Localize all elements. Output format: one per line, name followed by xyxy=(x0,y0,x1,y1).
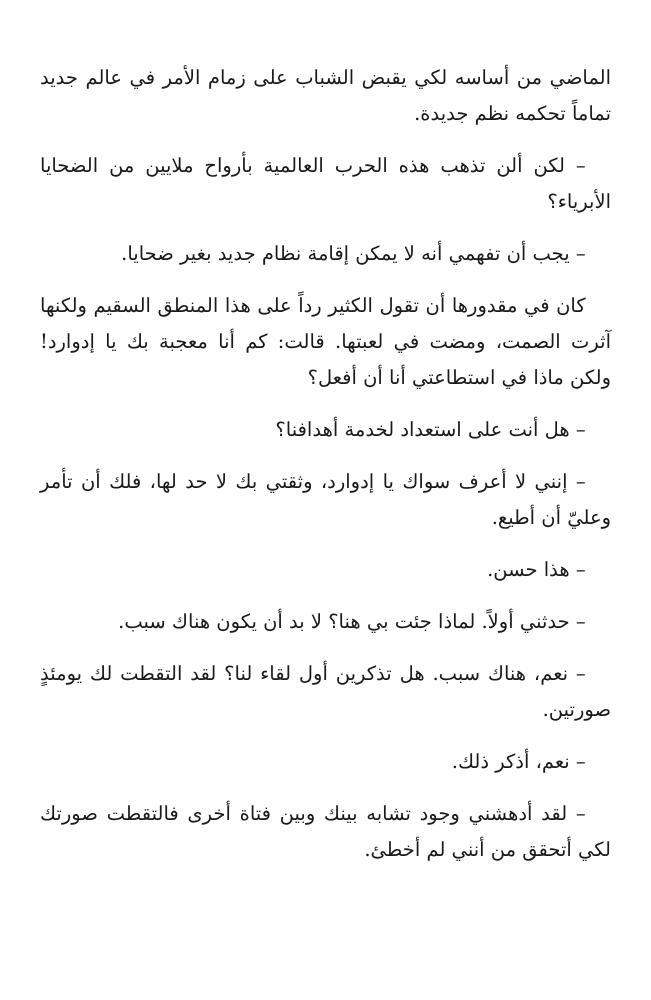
paragraph-11: – لقد أدهشني وجود تشابه بينك وبين فتاة أخرى فالتقطت صورتك لكي أتحقق من أنني لم أخطئ. xyxy=(40,802,611,861)
paragraph-5: – هل أنت على استعداد لخدمة أهدافنا؟ xyxy=(275,418,586,441)
paragraph-7: – هذا حسن. xyxy=(487,558,586,581)
paragraph-10: – نعم، أذكر ذلك. xyxy=(451,750,586,773)
paragraph-8: – حدثني أولاً. لماذا جئت بي هنا؟ لا بد أن يكون هناك سبب. xyxy=(118,610,586,633)
paragraph-2: – لكن ألن تذهب هذه الحرب العالمية بأرواح ملايين من الضحايا الأبرياء؟ xyxy=(40,154,611,213)
paragraph-9: – نعم، هناك سبب. هل تذكرين أول لقاء لنا؟ لقد التقطت لك يومئذٍ صورتين. xyxy=(40,662,611,721)
paragraph-3: – يجب أن تفهمي أنه لا يمكن إقامة نظام جديد بغير ضحايا. xyxy=(121,242,586,265)
paragraph-1: الماضي من أساسه لكي يقبض الشباب على زمام الأمر في عالم جديد تماماً تحكمه نظم جديدة. xyxy=(40,66,611,125)
paragraph-4: كان في مقدورها أن تقول الكثير رداً على هذا المنطق السقيم ولكنها آثرت الصمت، ومضت في لعبتها. قالت: كم أنا معجبة بك يا إدوارد! ولكن ماذا في استطاعتي أنا أن أفعل؟ xyxy=(40,294,611,389)
paragraph-6: – إنني لا أعرف سواك يا إدوارد، وثقتي بك لا حد لها، فلك أن تأمر وعليّ أن أطيع. xyxy=(40,470,611,529)
